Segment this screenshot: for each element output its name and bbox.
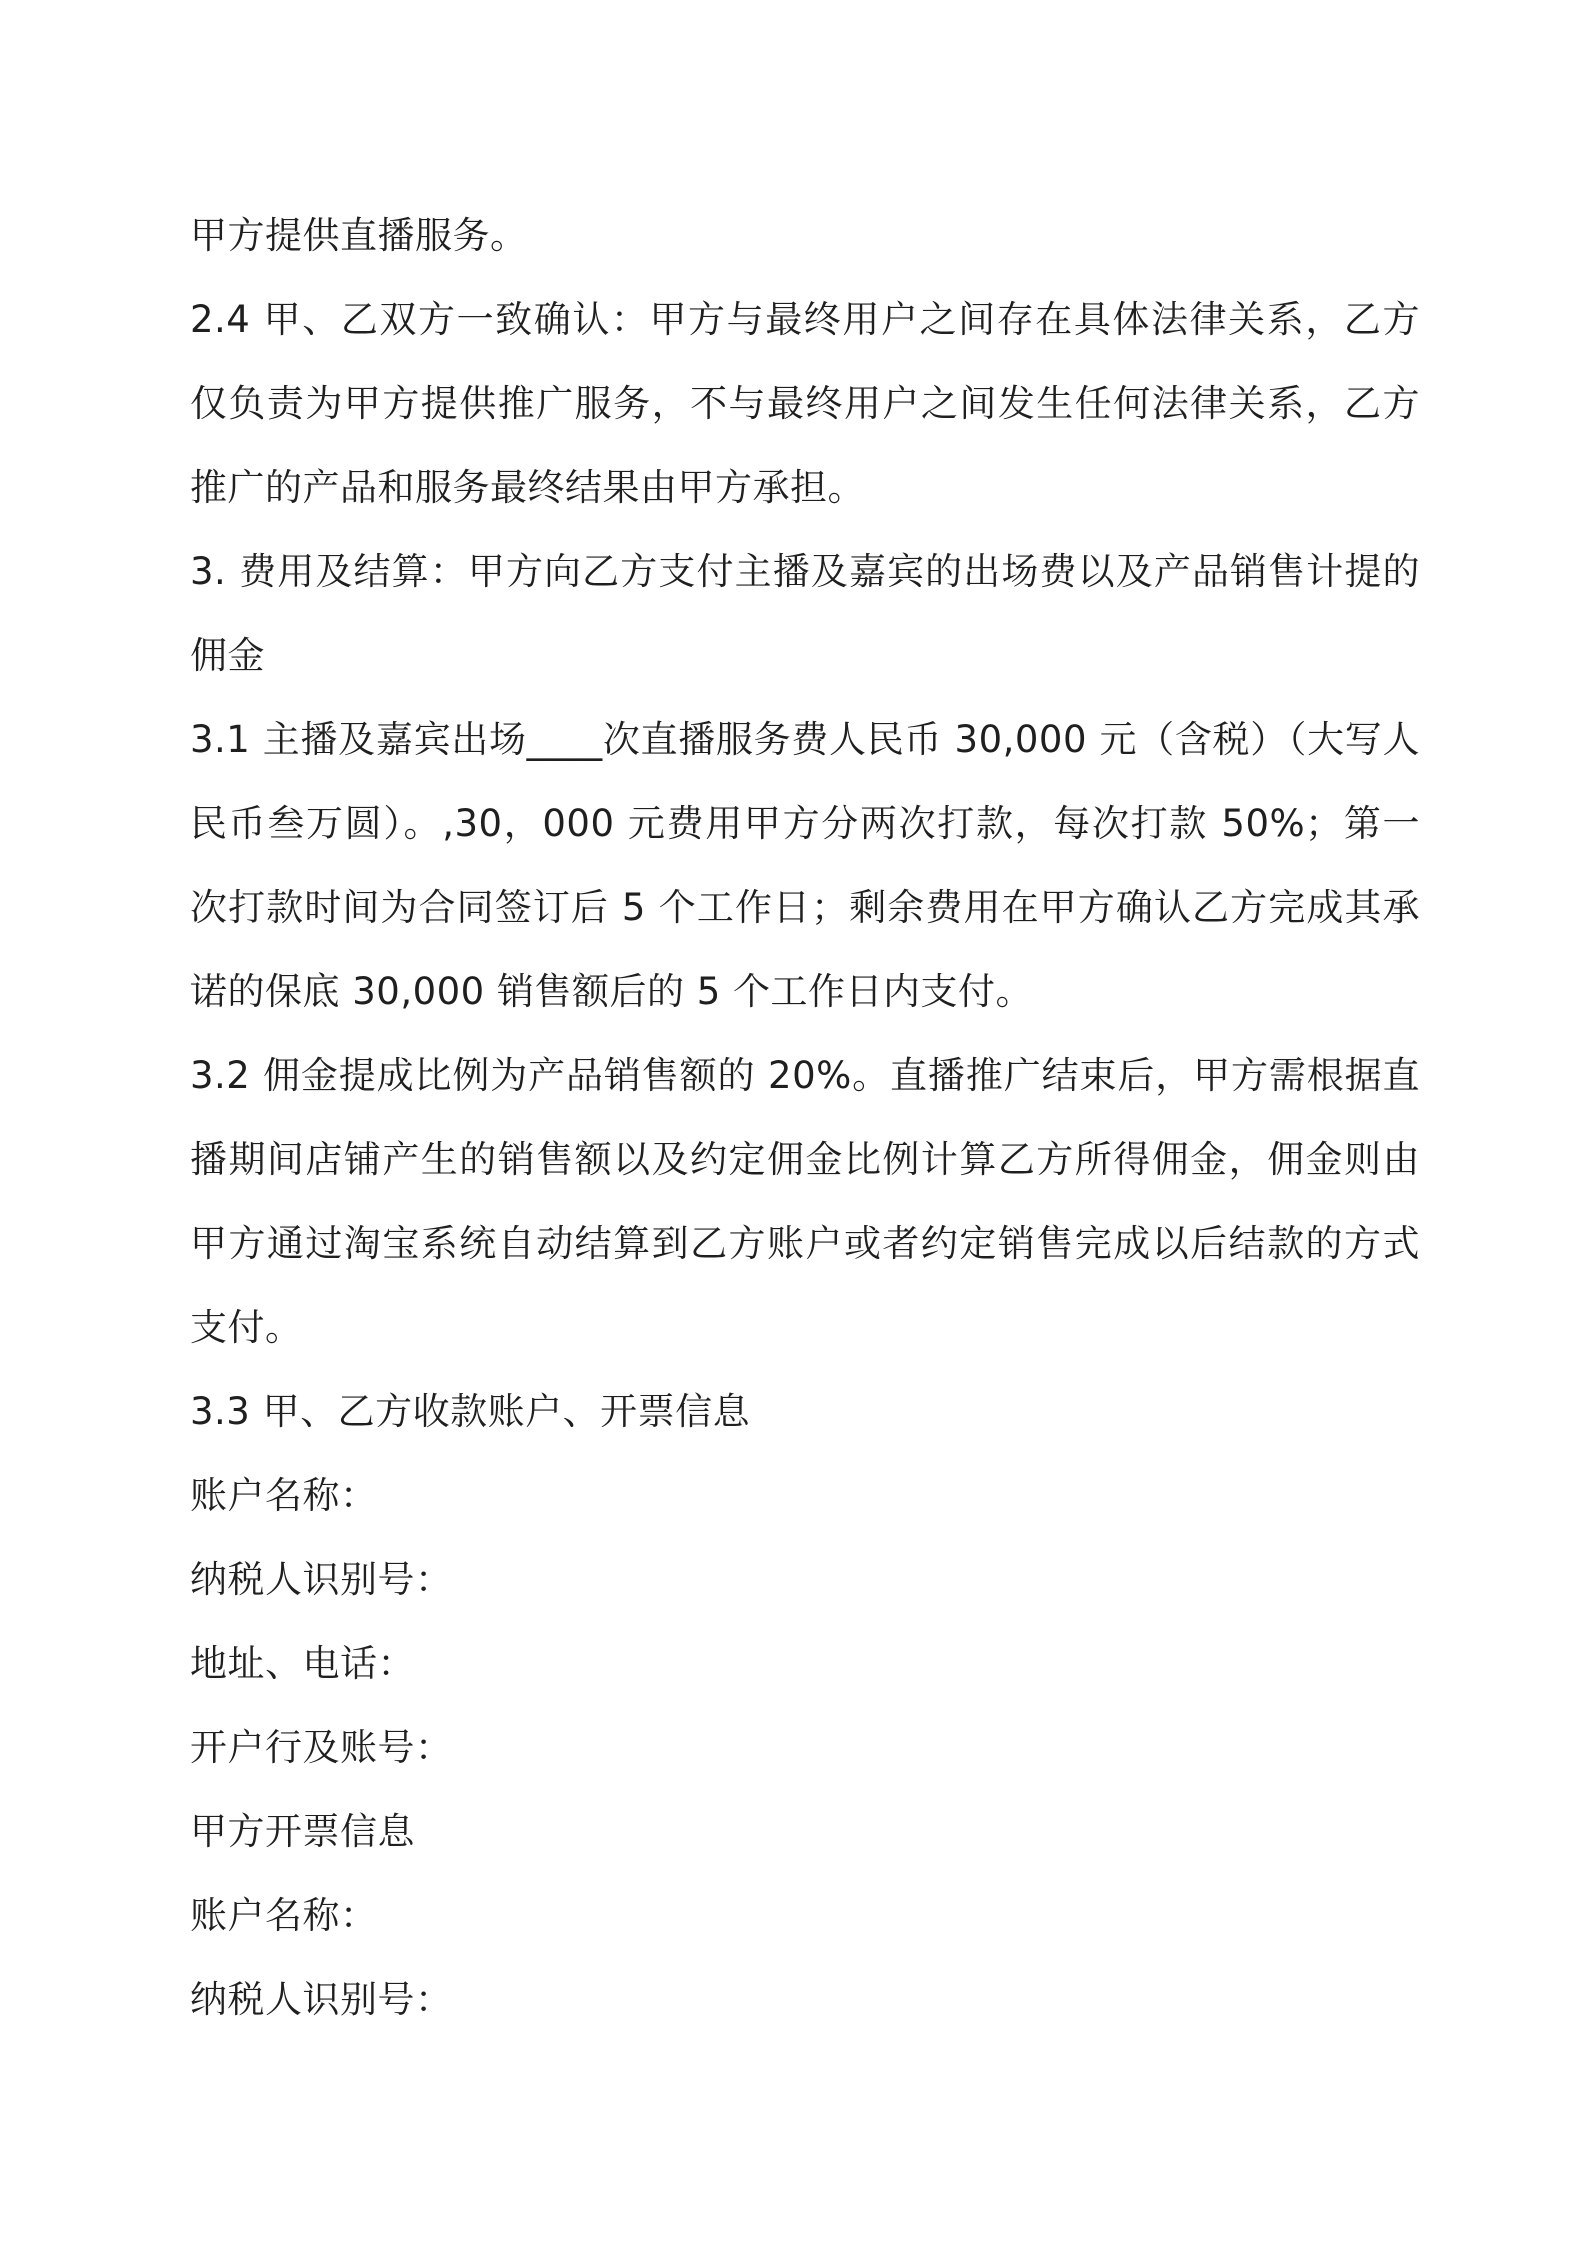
field-bank-account: 开户行及账号： xyxy=(190,1726,453,1769)
field-taxpayer-id: 纳税人识别号： xyxy=(190,1558,453,1601)
paragraph-clause-3-3: 3.3 甲、乙方收款账户、开票信息 xyxy=(190,1390,751,1433)
paragraph-clause-3-1: 3.1 主播及嘉宾出场____次直播服务费人民币 30,000 元（含税）（大写人民币叁万圆）。,30，000 元费用甲方分两次打款，每次打款 50%；第一次打款时间为合同签订后 5 个工作日；剩余费用在甲方确认乙方完成其承诺的保底 30,000 销售额后的 5 个工作日内支付。 xyxy=(190,718,1420,1013)
heading-party-a-invoice: 甲方开票信息 xyxy=(190,1810,415,1853)
paragraph-clause-3-2: 3.2 佣金提成比例为产品销售额的 20%。直播推广结束后，甲方需根据直播期间店铺产生的销售额以及约定佣金比例计算乙方所得佣金，佣金则由甲方通过淘宝系统自动结算到乙方账户或者约定销售完成以后结款的方式支付。 xyxy=(190,1054,1420,1349)
document-body xyxy=(190,194,1420,2042)
field-account-name: 账户名称： xyxy=(190,1474,378,1517)
field-taxpayer-id-party-a: 纳税人识别号： xyxy=(190,1978,453,2021)
field-address-phone: 地址、电话： xyxy=(190,1642,415,1685)
paragraph-clause-2-4: 2.4 甲、乙双方一致确认：甲方与最终用户之间存在具体法律关系，乙方仅负责为甲方提供推广服务，不与最终用户之间发生任何法律关系，乙方推广的产品和服务最终结果由甲方承担。 xyxy=(190,298,1420,509)
paragraph-clause-3: 3. 费用及结算：甲方向乙方支付主播及嘉宾的出场费以及产品销售计提的佣金 xyxy=(190,550,1420,677)
paragraph-service-intro: 甲方提供直播服务。 xyxy=(190,214,528,257)
field-account-name-party-a: 账户名称： xyxy=(190,1894,378,1937)
